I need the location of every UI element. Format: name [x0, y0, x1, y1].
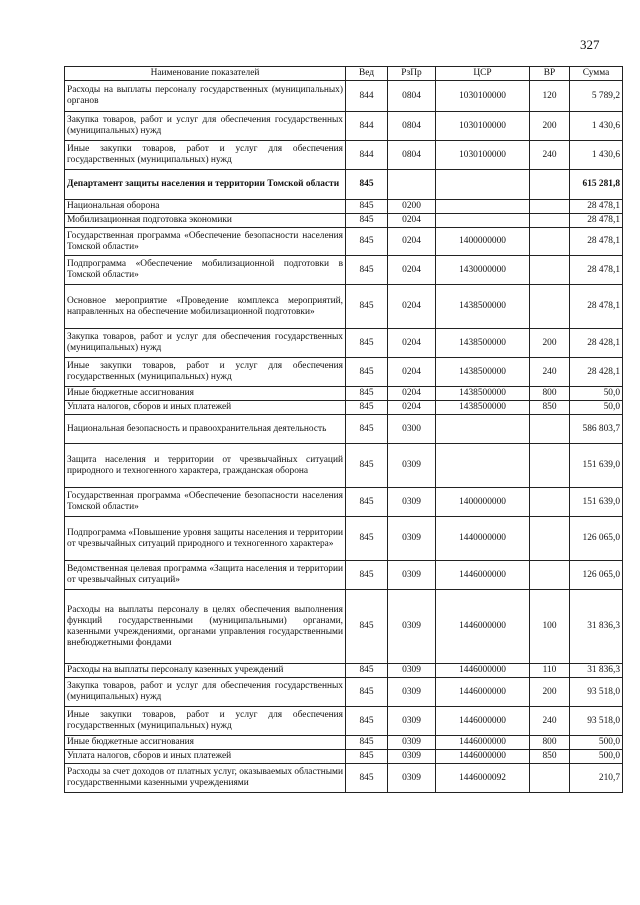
row-ved: 845 [346, 707, 388, 736]
table-row [65, 256, 623, 285]
row-rzpr: 0309 [388, 444, 436, 488]
table-row [65, 750, 623, 764]
row-rzpr: 0204 [388, 329, 436, 358]
row-sum: 500,0 [570, 750, 623, 764]
row-name: Департамент защиты населения и территории Томской области [65, 170, 346, 200]
row-name: Иные закупки товаров, работ и услуг для обеспечения государственных (муниципальных) нужд [65, 707, 346, 736]
row-ved: 845 [346, 764, 388, 793]
row-ved: 845 [346, 401, 388, 415]
row-vr: 120 [530, 81, 570, 112]
row-ved: 845 [346, 736, 388, 750]
row-rzpr: 0204 [388, 214, 436, 228]
table-row [65, 488, 623, 517]
row-csr: 1446000000 [436, 736, 530, 750]
table-row [65, 678, 623, 707]
row-csr [436, 170, 530, 200]
row-rzpr: 0204 [388, 358, 436, 387]
table-row [65, 590, 623, 664]
row-csr: 1446000000 [436, 678, 530, 707]
row-rzpr: 0804 [388, 81, 436, 112]
table-row [65, 561, 623, 590]
row-csr [436, 200, 530, 214]
row-sum: 28 478,1 [570, 200, 623, 214]
table-row [65, 214, 623, 228]
row-sum: 5 789,2 [570, 81, 623, 112]
row-sum: 93 518,0 [570, 678, 623, 707]
row-name: Государственная программа «Обеспечение безопасности населения Томской области» [65, 228, 346, 256]
row-sum: 28 478,1 [570, 285, 623, 329]
row-ved: 845 [346, 170, 388, 200]
row-rzpr: 0200 [388, 200, 436, 214]
row-csr: 1438500000 [436, 401, 530, 415]
row-sum: 31 836,3 [570, 590, 623, 664]
table-row [65, 228, 623, 256]
row-csr: 1446000092 [436, 764, 530, 793]
table-row [65, 285, 623, 329]
row-name: Мобилизационная подготовка экономики [65, 214, 346, 228]
row-csr: 1446000000 [436, 707, 530, 736]
row-csr: 1446000000 [436, 664, 530, 678]
header-sum: Сумма [570, 67, 623, 81]
row-vr [530, 488, 570, 517]
row-vr [530, 285, 570, 329]
row-name: Подпрограмма «Повышение уровня защиты населения и территории от чрезвычайных ситуаций природного и техногенного характера» [65, 517, 346, 561]
header-ved: Вед [346, 67, 388, 81]
row-rzpr: 0309 [388, 736, 436, 750]
row-vr: 240 [530, 141, 570, 170]
budget-table [64, 66, 623, 793]
row-ved: 845 [346, 444, 388, 488]
row-csr [436, 214, 530, 228]
row-ved: 845 [346, 228, 388, 256]
row-name: Национальная безопасность и правоохранительная деятельность [65, 415, 346, 444]
row-sum: 586 803,7 [570, 415, 623, 444]
table-row-department [65, 170, 623, 200]
table-row [65, 736, 623, 750]
row-csr: 1440000000 [436, 517, 530, 561]
row-ved: 845 [346, 415, 388, 444]
row-vr: 850 [530, 401, 570, 415]
row-rzpr: 0309 [388, 517, 436, 561]
header-vr: ВР [530, 67, 570, 81]
table-row [65, 401, 623, 415]
row-ved: 845 [346, 678, 388, 707]
row-sum: 500,0 [570, 736, 623, 750]
row-name: Национальная оборона [65, 200, 346, 214]
row-rzpr: 0309 [388, 750, 436, 764]
table-row [65, 329, 623, 358]
row-sum: 28 478,1 [570, 256, 623, 285]
row-vr: 240 [530, 707, 570, 736]
row-ved: 845 [346, 200, 388, 214]
row-name: Закупка товаров, работ и услуг для обеспечения государственных (муниципальных) нужд [65, 112, 346, 141]
table-row [65, 517, 623, 561]
header-name: Наименование показателей [65, 67, 346, 81]
table-row [65, 358, 623, 387]
row-rzpr: 0804 [388, 141, 436, 170]
row-ved: 844 [346, 141, 388, 170]
row-rzpr: 0309 [388, 764, 436, 793]
table-row [65, 444, 623, 488]
row-name: Подпрограмма «Обеспечение мобилизационной подготовки в Томской области» [65, 256, 346, 285]
row-sum: 28 478,1 [570, 214, 623, 228]
table-row [65, 415, 623, 444]
row-vr: 850 [530, 750, 570, 764]
row-vr: 200 [530, 678, 570, 707]
row-csr: 1446000000 [436, 561, 530, 590]
table-header [65, 67, 623, 81]
table-row [65, 664, 623, 678]
row-csr: 1446000000 [436, 590, 530, 664]
row-sum: 93 518,0 [570, 707, 623, 736]
row-csr [436, 415, 530, 444]
row-name: Защита населения и территории от чрезвычайных ситуаций природного и техногенного характера, гражданская оборона [65, 444, 346, 488]
row-name: Расходы на выплаты персоналу государственных (муниципальных) органов [65, 81, 346, 112]
row-ved: 845 [346, 664, 388, 678]
row-vr: 110 [530, 664, 570, 678]
row-ved: 845 [346, 358, 388, 387]
page-number: 327 [580, 37, 600, 52]
row-sum: 210,7 [570, 764, 623, 793]
row-csr: 1438500000 [436, 358, 530, 387]
row-csr: 1446000000 [436, 750, 530, 764]
row-vr: 200 [530, 329, 570, 358]
row-rzpr: 0300 [388, 415, 436, 444]
row-csr: 1400000000 [436, 488, 530, 517]
row-vr [530, 561, 570, 590]
row-rzpr [388, 170, 436, 200]
header-csr: ЦСР [436, 67, 530, 81]
row-ved: 845 [346, 561, 388, 590]
row-sum: 1 430,6 [570, 112, 623, 141]
row-ved: 844 [346, 112, 388, 141]
row-vr: 240 [530, 358, 570, 387]
table-row [65, 200, 623, 214]
row-name: Иные закупки товаров, работ и услуг для обеспечения государственных (муниципальных) нужд [65, 358, 346, 387]
row-csr: 1430000000 [436, 256, 530, 285]
table-row [65, 707, 623, 736]
row-rzpr: 0309 [388, 590, 436, 664]
header-row [65, 67, 623, 81]
row-csr: 1030100000 [436, 112, 530, 141]
row-rzpr: 0309 [388, 488, 436, 517]
row-sum: 31 836,3 [570, 664, 623, 678]
row-csr: 1030100000 [436, 141, 530, 170]
row-vr [530, 256, 570, 285]
row-sum: 50,0 [570, 401, 623, 415]
row-rzpr: 0804 [388, 112, 436, 141]
row-sum: 28 428,1 [570, 329, 623, 358]
row-name: Закупка товаров, работ и услуг для обеспечения государственных (муниципальных) нужд [65, 678, 346, 707]
row-name: Иные бюджетные ассигнования [65, 387, 346, 401]
row-rzpr: 0309 [388, 707, 436, 736]
row-ved: 845 [346, 517, 388, 561]
row-vr [530, 170, 570, 200]
row-rzpr: 0204 [388, 256, 436, 285]
row-ved: 845 [346, 256, 388, 285]
row-vr: 200 [530, 112, 570, 141]
row-name: Иные бюджетные ассигнования [65, 736, 346, 750]
row-vr [530, 517, 570, 561]
row-name: Расходы на выплаты персоналу казенных учреждений [65, 664, 346, 678]
row-vr: 800 [530, 387, 570, 401]
row-ved: 845 [346, 329, 388, 358]
row-sum: 1 430,6 [570, 141, 623, 170]
row-name: Уплата налогов, сборов и иных платежей [65, 401, 346, 415]
row-csr: 1400000000 [436, 228, 530, 256]
row-vr: 800 [530, 736, 570, 750]
row-ved: 844 [346, 81, 388, 112]
row-sum: 28 428,1 [570, 358, 623, 387]
row-vr [530, 415, 570, 444]
row-sum: 126 065,0 [570, 517, 623, 561]
row-name: Расходы на выплаты персоналу в целях обеспечения выполнения функций государственными (муниципальными) органами, казенными учреждениями, органами управления государственными внебюджетными фондами [65, 590, 346, 664]
row-ved: 845 [346, 488, 388, 517]
row-vr [530, 214, 570, 228]
row-ved: 845 [346, 590, 388, 664]
row-ved: 845 [346, 285, 388, 329]
table-row [65, 81, 623, 112]
row-vr [530, 764, 570, 793]
row-ved: 845 [346, 750, 388, 764]
table-row [65, 387, 623, 401]
row-sum: 28 478,1 [570, 228, 623, 256]
row-rzpr: 0204 [388, 228, 436, 256]
row-csr: 1030100000 [436, 81, 530, 112]
row-name: Иные закупки товаров, работ и услуг для обеспечения государственных (муниципальных) нужд [65, 141, 346, 170]
row-sum: 126 065,0 [570, 561, 623, 590]
table-body [65, 81, 623, 793]
row-name: Расходы за счет доходов от платных услуг, оказываемых областными государственными казенными учреждениями [65, 764, 346, 793]
row-ved: 845 [346, 214, 388, 228]
row-csr [436, 444, 530, 488]
row-sum: 151 639,0 [570, 444, 623, 488]
row-rzpr: 0309 [388, 678, 436, 707]
row-rzpr: 0309 [388, 664, 436, 678]
row-csr: 1438500000 [436, 285, 530, 329]
row-name: Ведомственная целевая программа «Защита населения и территории от чрезвычайных ситуаций» [65, 561, 346, 590]
row-rzpr: 0204 [388, 401, 436, 415]
row-vr [530, 444, 570, 488]
header-rzpr: РзПр [388, 67, 436, 81]
row-csr: 1438500000 [436, 329, 530, 358]
row-vr [530, 228, 570, 256]
row-name: Основное мероприятие «Проведение комплекса мероприятий, направленных на обеспечение мобилизационной подготовки» [65, 285, 346, 329]
row-sum: 50,0 [570, 387, 623, 401]
row-name: Уплата налогов, сборов и иных платежей [65, 750, 346, 764]
row-rzpr: 0204 [388, 387, 436, 401]
row-rzpr: 0204 [388, 285, 436, 329]
row-rzpr: 0309 [388, 561, 436, 590]
row-vr: 100 [530, 590, 570, 664]
row-name: Государственная программа «Обеспечение безопасности населения Томской области» [65, 488, 346, 517]
row-csr: 1438500000 [436, 387, 530, 401]
row-sum: 151 639,0 [570, 488, 623, 517]
row-name: Закупка товаров, работ и услуг для обеспечения государственных (муниципальных) нужд [65, 329, 346, 358]
table-row [65, 764, 623, 793]
row-vr [530, 200, 570, 214]
table-row [65, 141, 623, 170]
table-row [65, 112, 623, 141]
row-sum: 615 281,8 [570, 170, 623, 200]
row-ved: 845 [346, 387, 388, 401]
